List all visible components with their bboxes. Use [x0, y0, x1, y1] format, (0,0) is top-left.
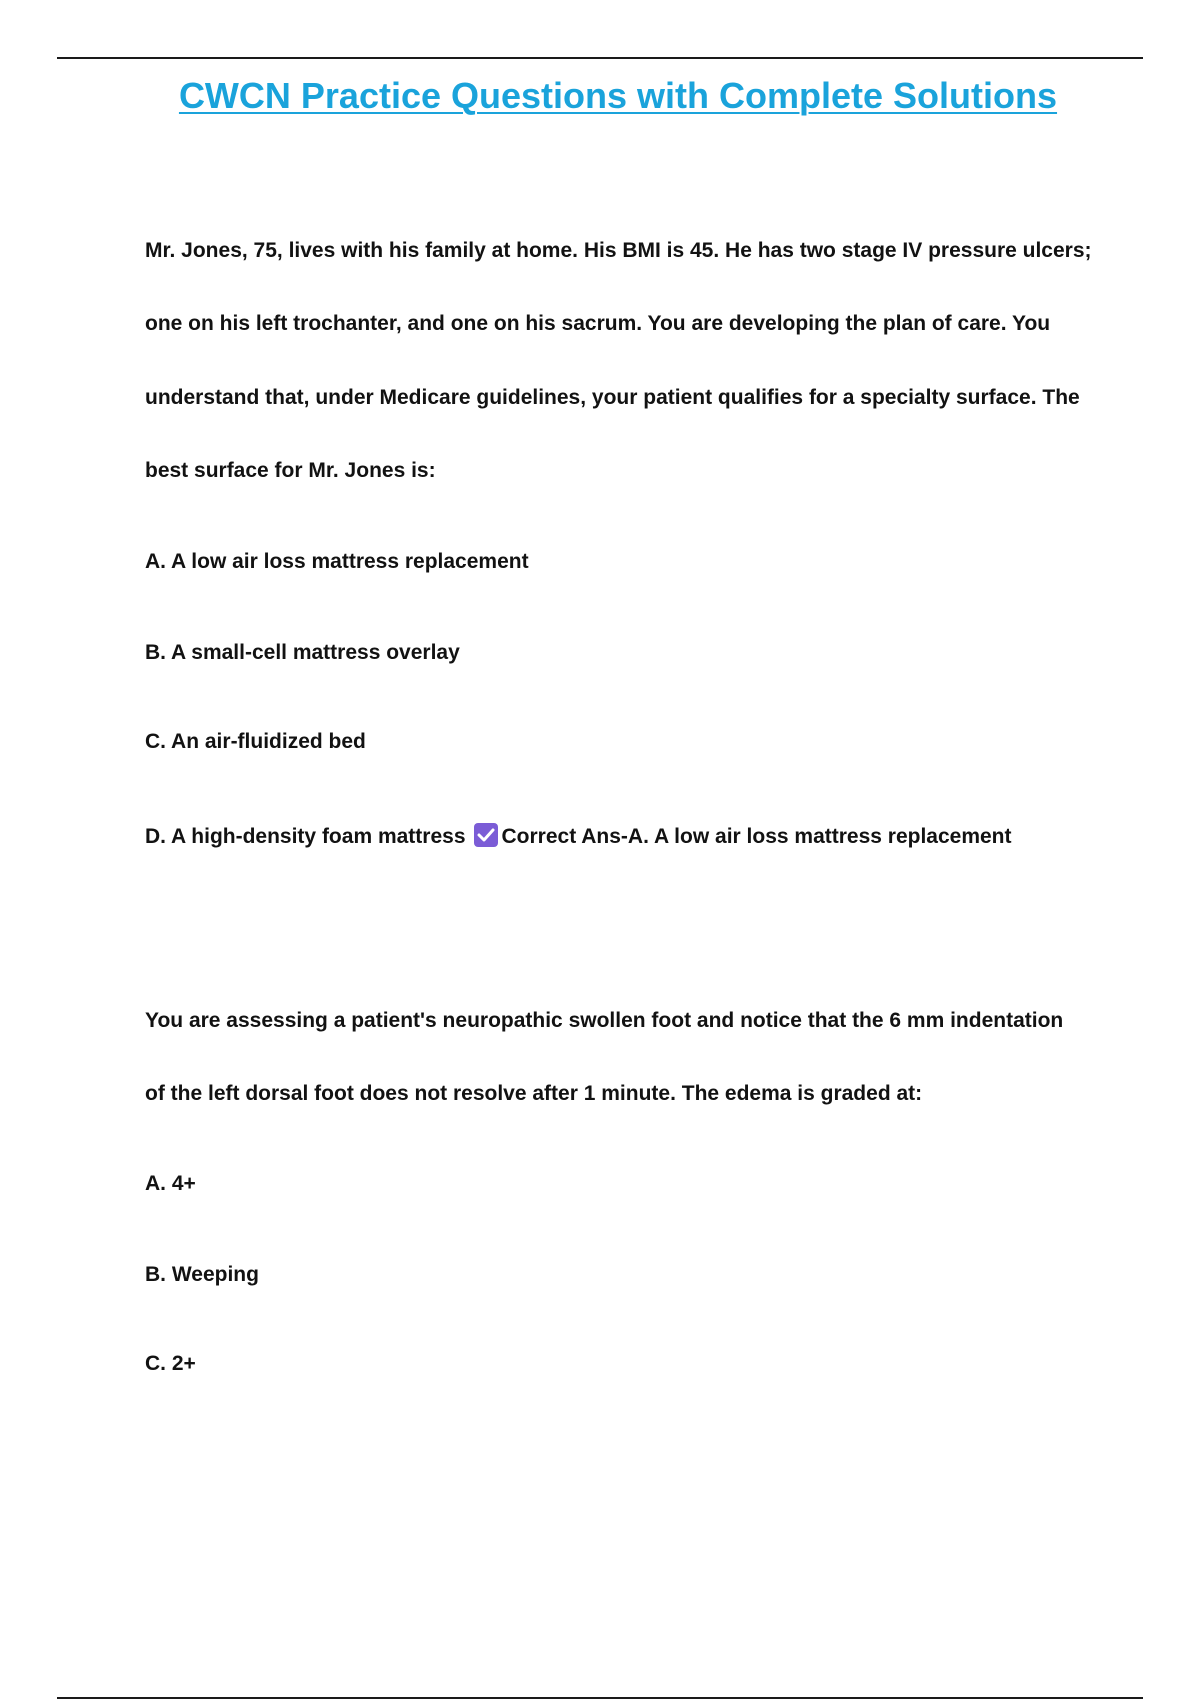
question-1-stem-line-3: understand that, under Medicare guidelines, your patient qualifies for a specialty surface. The [145, 386, 1080, 409]
question-1-option-c: C. An air-fluidized bed [145, 730, 366, 753]
question-1-option-d-row [145, 823, 1012, 851]
question-2-stem-line-1: You are assessing a patient's neuropathic swollen foot and notice that the 6 mm indentation [145, 1009, 1064, 1032]
top-rule [57, 57, 1143, 59]
bottom-rule [57, 1697, 1143, 1699]
question-1-option-b: B. A small-cell mattress overlay [145, 641, 460, 664]
question-1-answer: Correct Ans-A. A low air loss mattress replacement [501, 825, 1012, 848]
document-title [0, 74, 1200, 118]
question-1-stem-line-2: one on his left trochanter, and one on his sacrum. You are developing the plan of care. You [145, 312, 1051, 335]
question-2-option-c: C. 2+ [145, 1352, 196, 1375]
question-2-stem-line-2: of the left dorsal foot does not resolve after 1 minute. The edema is graded at: [145, 1082, 923, 1105]
question-2-option-a: A. 4+ [145, 1172, 196, 1195]
question-1-stem-line-4: best surface for Mr. Jones is: [145, 459, 436, 482]
question-1-option-a: A. A low air loss mattress replacement [145, 550, 529, 573]
question-1-stem-line-1: Mr. Jones, 75, lives with his family at home. His BMI is 45. He has two stage IV pressure ulcers; [145, 239, 1092, 262]
question-2-option-b: B. Weeping [145, 1263, 259, 1286]
check-box-icon [474, 823, 498, 847]
question-1-option-d: D. A high-density foam mattress [145, 825, 466, 848]
document-title-text: CWCN Practice Questions with Complete Solutions [178, 75, 1058, 116]
